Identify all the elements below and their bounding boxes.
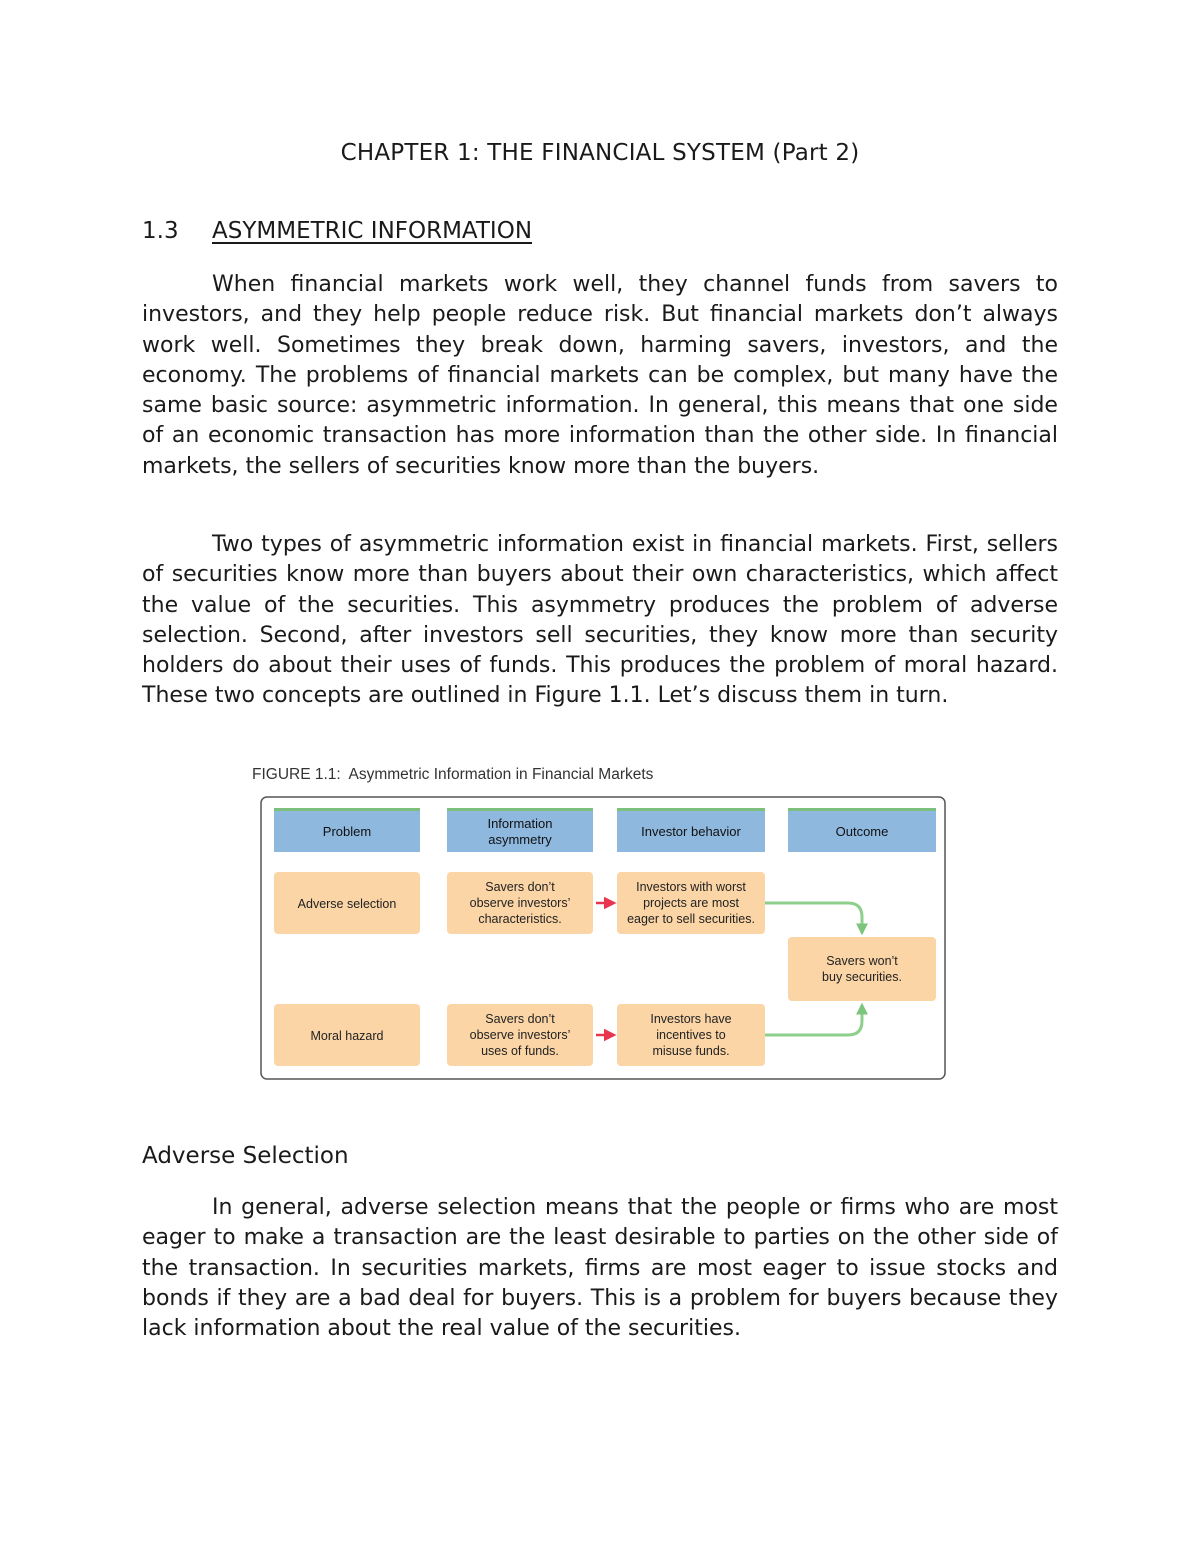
header-investor-behavior xyxy=(617,808,765,852)
figure-diagram-svg xyxy=(260,796,946,1080)
box-adverse-asymmetry xyxy=(447,872,593,934)
outcome-line2: buy securities. xyxy=(822,970,902,984)
moral-asym-line3: uses of funds. xyxy=(481,1044,559,1058)
header-outcome-label: Outcome xyxy=(835,824,889,839)
section-number: 1.3 xyxy=(142,218,179,244)
subheading-adverse-selection: Adverse Selection xyxy=(142,1143,349,1169)
adverse-behav-line2: projects are most xyxy=(643,896,739,910)
paragraph-intro-text-1: When financial markets work well, they channel funds from savers to investors, and they help people reduce risk. But financial markets don’t always work well. Sometimes they break down, harming savers, investors, and the economy. The problems of financial markets can be complex, but many have the same basic source: xyxy=(142,272,1058,419)
adverse-behav-line3: eager to sell securities. xyxy=(627,912,755,926)
moral-behav-line2: incentives to xyxy=(656,1028,726,1042)
paragraph-types-text: Two types of asymmetric information exist in financial markets. First, sellers of securities know more than buyers about their own characteristics, which affect the value of the securities. This asymmetry produces the problem of adverse selection. Second, after investors sell securities, they know more than security holders do about their uses of funds. This produces the problem of moral hazard. These two concepts are outlined in Figure 1.1. Let’s discuss them in turn. xyxy=(142,532,1058,709)
moral-asym-line1: Savers don’t xyxy=(485,1012,555,1026)
header-outcome xyxy=(788,808,936,852)
moral-hazard-label: Moral hazard xyxy=(310,1029,384,1043)
header-asymmetry-line1: Information xyxy=(487,816,553,831)
paragraph-intro xyxy=(142,270,1058,482)
term-adverse-selection: adverse selection xyxy=(340,1195,537,1220)
box-outcome xyxy=(788,937,936,1001)
moral-asym-line2: observe investors’ xyxy=(469,1028,571,1042)
figure-caption xyxy=(252,766,653,784)
figure-caption-text: Asymmetric Information in Financial Markets xyxy=(348,766,654,783)
paragraph-adverse-selection xyxy=(142,1193,1058,1344)
header-problem-label: Problem xyxy=(322,824,372,839)
term-asymmetric-information: asymmetric information xyxy=(366,393,633,419)
moral-behav-line1: Investors have xyxy=(650,1012,732,1026)
figure-diagram xyxy=(260,796,946,1080)
box-moral-hazard xyxy=(274,1004,420,1066)
adverse-selection-label: Adverse selection xyxy=(297,897,397,911)
adverse-asym-line3: characteristics. xyxy=(478,912,562,926)
adverse-asym-line2: observe investors’ xyxy=(469,896,571,910)
adverse-behav-line1: Investors with worst xyxy=(636,880,746,894)
box-moral-behavior xyxy=(617,1004,765,1066)
paragraph-adverse-text-2: means that the people or firms who are most eager to make a transaction are the least desirable to parties on the other side of the transaction. In securities markets, firms are most eager to issue stocks and bonds if they are a bad deal for buyers. This is a problem for buyers because they lack information about the real value of the securities. xyxy=(142,1195,1059,1342)
header-behavior-label: Investor behavior xyxy=(641,824,741,839)
paragraph-adverse-text-1: In general, xyxy=(212,1195,341,1220)
section-heading xyxy=(142,218,532,244)
box-adverse-behavior xyxy=(617,872,765,934)
section-title: ASYMMETRIC INFORMATION xyxy=(212,218,533,244)
outcome-line1: Savers won’t xyxy=(826,954,898,968)
paragraph-intro-text-2: . In general, this means that one side of an economic transaction has more information than the other side. In financial markets, the sellers of securities know more than the buyers. xyxy=(142,393,1058,479)
adverse-asym-line1: Savers don’t xyxy=(485,880,555,894)
box-moral-asymmetry xyxy=(447,1004,593,1066)
paragraph-types xyxy=(142,530,1058,712)
box-adverse-selection xyxy=(274,872,420,934)
header-information-asymmetry xyxy=(447,808,593,852)
header-problem xyxy=(274,808,420,852)
header-asymmetry-line2: asymmetry xyxy=(488,832,552,847)
page-title: CHAPTER 1: THE FINANCIAL SYSTEM (Part 2) xyxy=(340,140,860,166)
moral-behav-line3: misuse funds. xyxy=(652,1044,730,1058)
figure-caption-label: FIGURE 1.1: xyxy=(252,766,341,783)
